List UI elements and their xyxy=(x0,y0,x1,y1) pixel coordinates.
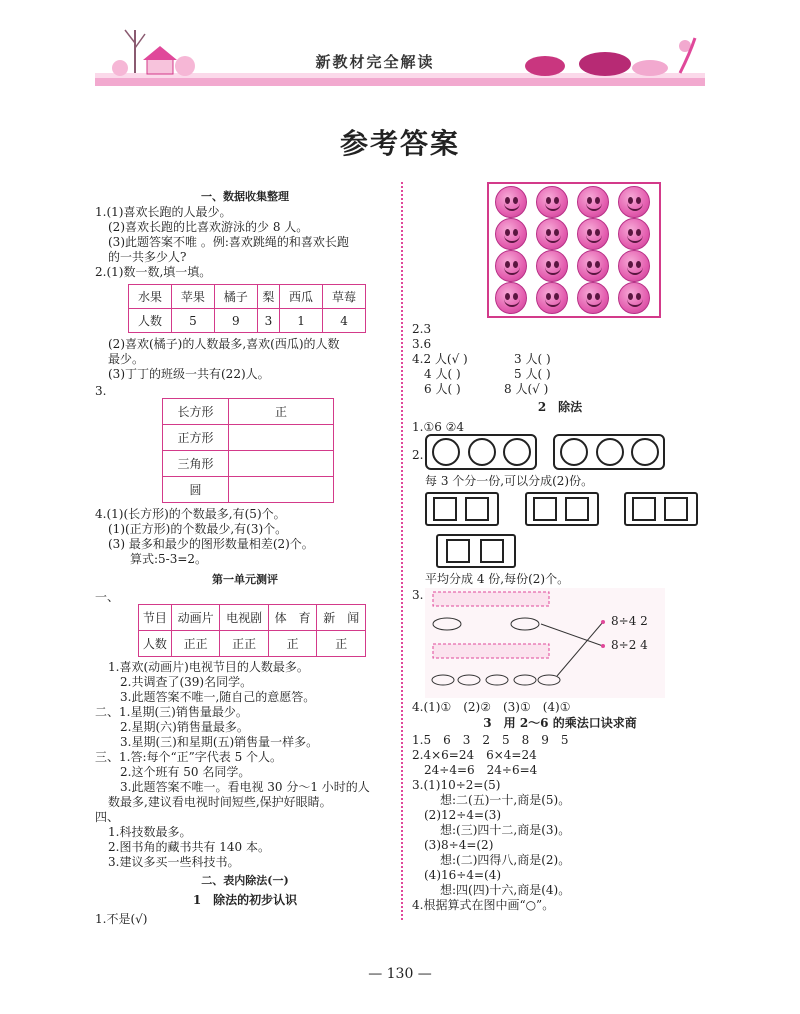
circle-icon xyxy=(560,438,588,466)
table-cell: 橘子 xyxy=(214,285,257,309)
answer-line: 想:四(四)十六,商是(4)。 xyxy=(440,883,571,897)
answer-line: 数最多,建议看电视时间短些,保护好眼睛。 xyxy=(108,795,332,809)
answer-line: (3)丁丁的班级一共有(22)人。 xyxy=(108,367,270,381)
table-cell: 正 xyxy=(229,399,334,425)
table-cell: 动画片 xyxy=(171,605,220,631)
smiley-face-icon xyxy=(495,218,527,250)
table-cell xyxy=(229,425,334,451)
header-banner xyxy=(95,18,705,88)
table-cell: 梨 xyxy=(257,285,279,309)
table-cell: 西瓜 xyxy=(280,285,323,309)
section-title: 二、表内除法(一) xyxy=(201,874,289,887)
answer-line: 4 人( ) xyxy=(424,367,461,381)
square-icon xyxy=(465,497,489,521)
square-icon xyxy=(446,539,470,563)
table-cell: 圆 xyxy=(163,477,229,503)
answer-line: 1.①6 ②4 xyxy=(412,420,465,434)
table-cell: 正正 xyxy=(171,631,220,657)
smiley-face-icon xyxy=(577,250,609,282)
answer-line: 算式:5-3=2。 xyxy=(130,552,208,566)
smiley-face-icon xyxy=(536,250,568,282)
answer-line: 1.不是(√) xyxy=(95,912,148,926)
answer-line: 2.图书角的藏书共有 140 本。 xyxy=(108,840,270,854)
answer-line: 2.4×6=24 6×4=24 xyxy=(412,748,537,762)
answer-line: 24÷4=6 24÷6=4 xyxy=(424,763,538,777)
answer-line: 四、 xyxy=(95,810,120,824)
smiley-face-icon xyxy=(536,186,568,218)
table-cell: 新 闻 xyxy=(317,605,366,631)
square-icon xyxy=(664,497,688,521)
table-cell: 9 xyxy=(214,309,257,333)
tv-table xyxy=(138,604,366,657)
answer-line: (2)喜欢(橘子)的人数最多,喜欢(西瓜)的人数 xyxy=(108,337,340,351)
answer-line: 3. xyxy=(95,384,107,398)
smiley-face-icon xyxy=(495,250,527,282)
section-title: 1 除法的初步认识 xyxy=(192,893,298,907)
answer-line: 2.这个班有 50 名同学。 xyxy=(120,765,251,779)
answer-line: 3.(1)10÷2=(5) xyxy=(412,778,501,792)
column-divider xyxy=(401,182,403,920)
answer-line: (3)此题答案不唯 。例:喜欢跳绳的和喜欢长跑 xyxy=(108,235,349,249)
answer-line: 1.喜欢(动画片)电视节目的人数最多。 xyxy=(108,660,309,674)
answer-line: 想:(三)四十二,商是(3)。 xyxy=(440,823,571,837)
table-cell: 节目 xyxy=(139,605,172,631)
answer-line: 一、 xyxy=(95,590,120,604)
section-title: 第一单元测评 xyxy=(212,573,278,586)
circle-icon xyxy=(631,438,659,466)
table-cell: 人数 xyxy=(129,309,172,333)
table-cell: 人数 xyxy=(139,631,172,657)
answer-line: 2.共调查了(39)名同学。 xyxy=(120,675,253,689)
answer-line: 3.此题答案不唯一,随自己的意愿答。 xyxy=(120,690,316,704)
answer-line: 5 人( ) xyxy=(514,367,551,381)
answer-line: 4.(1)(长方形)的个数最多,有(5)个。 xyxy=(95,507,286,521)
table-cell: 3 xyxy=(257,309,279,333)
equation-label: 8÷2 4 xyxy=(611,638,648,652)
table-cell: 正 xyxy=(317,631,366,657)
smiley-face-icon xyxy=(495,282,527,314)
smiley-face-icon xyxy=(536,282,568,314)
table-cell: 电视剧 xyxy=(220,605,269,631)
table-cell xyxy=(229,477,334,503)
shape-table xyxy=(162,398,334,503)
table-cell: 4 xyxy=(323,309,366,333)
table-row xyxy=(163,399,334,425)
answer-line: (3)8÷4=(2) xyxy=(424,838,494,852)
circle-icon xyxy=(432,438,460,466)
table-row xyxy=(163,425,334,451)
header-title: 新教材完全解读 xyxy=(315,53,435,71)
smiley-face-icon xyxy=(577,218,609,250)
table-cell: 正方形 xyxy=(163,425,229,451)
circle-icon xyxy=(596,438,624,466)
answer-line: 平均分成 4 份,每份(2)个。 xyxy=(425,572,570,586)
smiley-grid xyxy=(487,182,661,318)
answer-line: 的一共多少人? xyxy=(108,250,187,264)
answer-line: 2.3 xyxy=(412,322,432,336)
square-icon xyxy=(632,497,656,521)
table-row xyxy=(129,285,366,309)
square-icon xyxy=(565,497,589,521)
answer-line: 最少。 xyxy=(108,352,145,366)
answer-line: 2.星期(六)销售量最多。 xyxy=(120,720,249,734)
answer-line: 1.(1)喜欢长跑的人最少。 xyxy=(95,205,232,219)
answer-line: 2.(1)数一数,填一填。 xyxy=(95,265,212,279)
smiley-face-icon xyxy=(495,186,527,218)
square-icon xyxy=(480,539,504,563)
table-cell: 体 育 xyxy=(268,605,317,631)
answer-line: (4)16÷4=(4) xyxy=(424,868,502,882)
answer-line: 三、1.答:每个“正”字代表 5 个人。 xyxy=(95,750,283,764)
answer-line: 1.5 6 3 2 5 8 9 5 xyxy=(412,733,569,747)
answer-line: 每 3 个分一份,可以分成(2)份。 xyxy=(425,474,594,488)
answer-line: 3 人( ) xyxy=(514,352,551,366)
page-title: 参考答案 xyxy=(339,127,460,160)
table-cell: 草莓 xyxy=(323,285,366,309)
section-title: 2 除法 xyxy=(537,400,583,414)
table-cell: 苹果 xyxy=(171,285,214,309)
table-cell xyxy=(229,451,334,477)
table-row xyxy=(139,605,366,631)
square-icon xyxy=(433,497,457,521)
equation-label: 8÷4 2 xyxy=(611,614,648,628)
answer-line: 1.科技数最多。 xyxy=(108,825,192,839)
answer-line: 4.根据算式在图中画“○”。 xyxy=(412,898,555,912)
smiley-face-icon xyxy=(618,186,650,218)
section-title: 一、数据收集整理 xyxy=(201,190,289,203)
table-row xyxy=(163,477,334,503)
circle-icon xyxy=(503,438,531,466)
answer-line: (3) 最多和最少的图形数量相差(2)个。 xyxy=(108,537,314,551)
answer-line: 3. xyxy=(412,588,424,602)
answer-line: 3.星期(三)和星期(五)销售量一样多。 xyxy=(120,735,319,749)
table-cell: 正正 xyxy=(220,631,269,657)
smiley-face-icon xyxy=(536,218,568,250)
answer-line: 3.建议多买一些科技书。 xyxy=(108,855,240,869)
circle-icon xyxy=(468,438,496,466)
answer-line: 想:二(五)一十,商是(5)。 xyxy=(440,793,571,807)
answer-line: 6 人( ) xyxy=(424,382,461,396)
section-title: 3 用 2～6 的乘法口诀求商 xyxy=(483,716,637,730)
answer-line: 3.此题答案不唯一。看电视 30 分～1 小时的人 xyxy=(120,780,370,794)
fruit-table xyxy=(128,284,366,333)
answer-line: 二、1.星期(三)销售量最少。 xyxy=(95,705,248,719)
answer-line: (1)(正方形)的个数最少,有(3)个。 xyxy=(108,522,288,536)
table-cell: 长方形 xyxy=(163,399,229,425)
table-cell: 1 xyxy=(280,309,323,333)
matching-diagram xyxy=(425,588,665,698)
answer-line: (2)喜欢长跑的比喜欢游泳的少 8 人。 xyxy=(108,220,309,234)
smiley-face-icon xyxy=(618,250,650,282)
answer-line: (2)12÷4=(3) xyxy=(424,808,502,822)
smiley-face-icon xyxy=(577,282,609,314)
square-icon xyxy=(533,497,557,521)
table-cell: 三角形 xyxy=(163,451,229,477)
answer-line: 8 人(√ ) xyxy=(504,382,549,396)
smiley-face-icon xyxy=(577,186,609,218)
answer-line: 4.(1)① (2)② (3)① (4)① xyxy=(412,700,571,714)
answer-line: 2. xyxy=(412,448,424,462)
answer-line: 想:(二)四得八,商是(2)。 xyxy=(440,853,571,867)
answer-line: 4.2 人(√ ) xyxy=(412,352,468,366)
table-row xyxy=(139,631,366,657)
table-cell: 水果 xyxy=(129,285,172,309)
table-row xyxy=(129,309,366,333)
page-number: — 130 — xyxy=(368,966,432,982)
smiley-face-icon xyxy=(618,218,650,250)
table-cell: 5 xyxy=(171,309,214,333)
smiley-face-icon xyxy=(618,282,650,314)
answer-line: 3.6 xyxy=(412,337,432,351)
table-row xyxy=(163,451,334,477)
table-cell: 正 xyxy=(268,631,317,657)
